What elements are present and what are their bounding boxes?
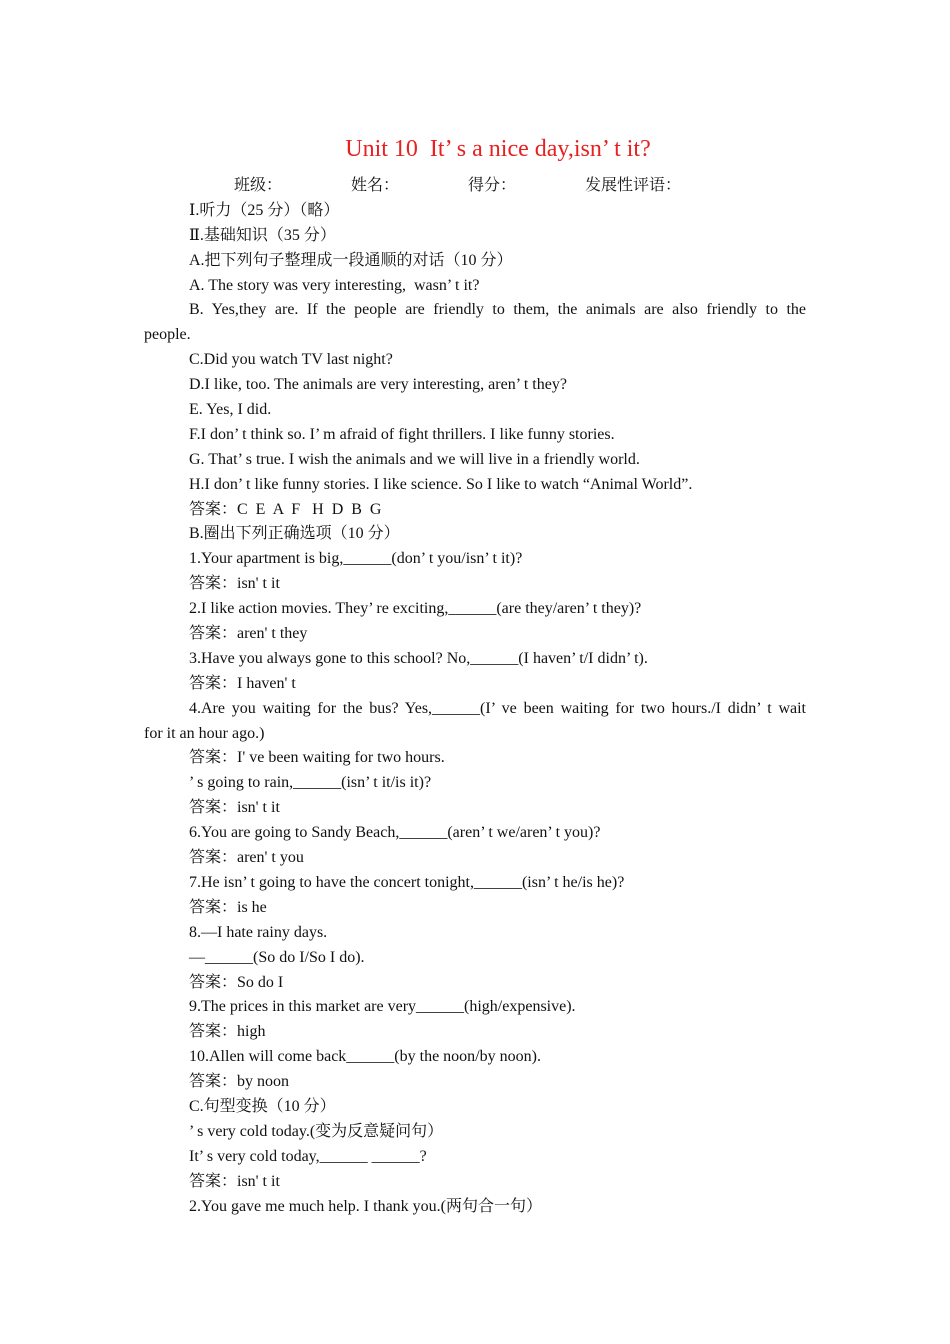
transform-1-blank: It’ s very cold today,______ ______?	[189, 1147, 427, 1165]
part-a-answer: 答案：C E A F H D B G	[189, 500, 382, 518]
question-4	[144, 697, 806, 747]
dialog-sentence-b-line1: B. Yes,they are. If the people are friendly to them, the animals are also friendly to the	[189, 301, 806, 319]
comment-label: 发展性评语：	[585, 177, 682, 194]
question-4-line2: for it an hour ago.)	[144, 724, 265, 742]
answer-3: 答案：I haven' t	[189, 674, 296, 692]
part-c-instruction: C.句型变换（10 分）	[189, 1097, 336, 1115]
transform-2: 2.You gave me much help. I thank you.(两句合一句）	[189, 1197, 543, 1215]
section-listening: Ⅰ.听力（25 分）（略）	[189, 201, 340, 219]
dialog-sentence-c: C.Did you watch TV last night?	[189, 351, 393, 369]
transform-1: ’ s very cold today.(变为反意疑问句）	[189, 1122, 444, 1140]
question-6: 6.You are going to Sandy Beach,______(aren’ t we/aren’ t you)?	[189, 824, 601, 842]
question-10: 10.Allen will come back______(by the noon/by noon).	[189, 1048, 541, 1066]
answer-9: 答案：high	[189, 1023, 266, 1041]
question-2: 2.I like action movies. They’ re exciting,______(are they/aren’ t they)?	[189, 600, 642, 618]
question-8-response: —______(So do I/So I do).	[189, 948, 365, 966]
question-8: 8.—I hate rainy days.	[189, 923, 328, 941]
page-title: Unit 10 It’ s a nice day,isn’ t it?	[345, 136, 651, 162]
part-a-instruction: A.把下列句子整理成一段通顺的对话（10 分）	[189, 251, 513, 269]
question-1: 1.Your apartment is big,______(don’ t you/isn’ t it)?	[189, 550, 523, 568]
dialog-sentence-b	[144, 298, 806, 348]
answer-10: 答案：by noon	[189, 1073, 290, 1091]
dialog-sentence-f: F.I don’ t think so. I’ m afraid of fight thrillers. I like funny stories.	[189, 425, 615, 443]
answer-1: 答案：isn' t it	[189, 575, 280, 593]
question-7: 7.He isn’ t going to have the concert tonight,______(isn’ t he/is he)?	[189, 873, 625, 891]
document-body	[144, 174, 806, 1219]
part-b-instruction: B.圈出下列正确选项（10 分）	[189, 525, 400, 543]
question-9: 9.The prices in this market are very______(high/expensive).	[189, 998, 576, 1016]
dialog-sentence-e: E. Yes, I did.	[189, 401, 272, 419]
dialog-sentence-g: G. That’ s true. I wish the animals and we will live in a friendly world.	[189, 450, 640, 468]
answer-4: 答案：I' ve been waiting for two hours.	[189, 749, 445, 767]
name-label: 姓名：	[351, 177, 400, 194]
score-label: 得分：	[468, 177, 517, 194]
question-3: 3.Have you always gone to this school? No,______(I haven’ t/I didn’ t).	[189, 649, 648, 667]
section-basics: Ⅱ.基础知识（35 分）	[189, 226, 336, 244]
student-info-header	[144, 174, 806, 199]
dialog-sentence-b-line2: people.	[144, 326, 191, 344]
question-5: ’ s going to rain,______(isn’ t it/is it)?	[189, 774, 432, 792]
question-4-line1: 4.Are you waiting for the bus? Yes,______(I’ ve been waiting for two hours./I didn’ t wait	[189, 699, 806, 717]
answer-7: 答案：is he	[189, 898, 267, 916]
answer-2: 答案：aren' t they	[189, 625, 308, 643]
class-label: 班级：	[234, 177, 283, 194]
transform-1-answer: 答案：isn' t it	[189, 1172, 280, 1190]
dialog-sentence-a: A. The story was very interesting, wasn’ t it?	[189, 276, 480, 294]
dialog-sentence-d: D.I like, too. The animals are very interesting, aren’ t they?	[189, 376, 567, 394]
answer-5: 答案：isn' t it	[189, 799, 280, 817]
dialog-sentence-h: H.I don’ t like funny stories. I like science. So I like to watch “Animal World”.	[189, 475, 693, 493]
answer-6: 答案：aren' t you	[189, 849, 304, 867]
answer-8: 答案：So do I	[189, 973, 284, 991]
